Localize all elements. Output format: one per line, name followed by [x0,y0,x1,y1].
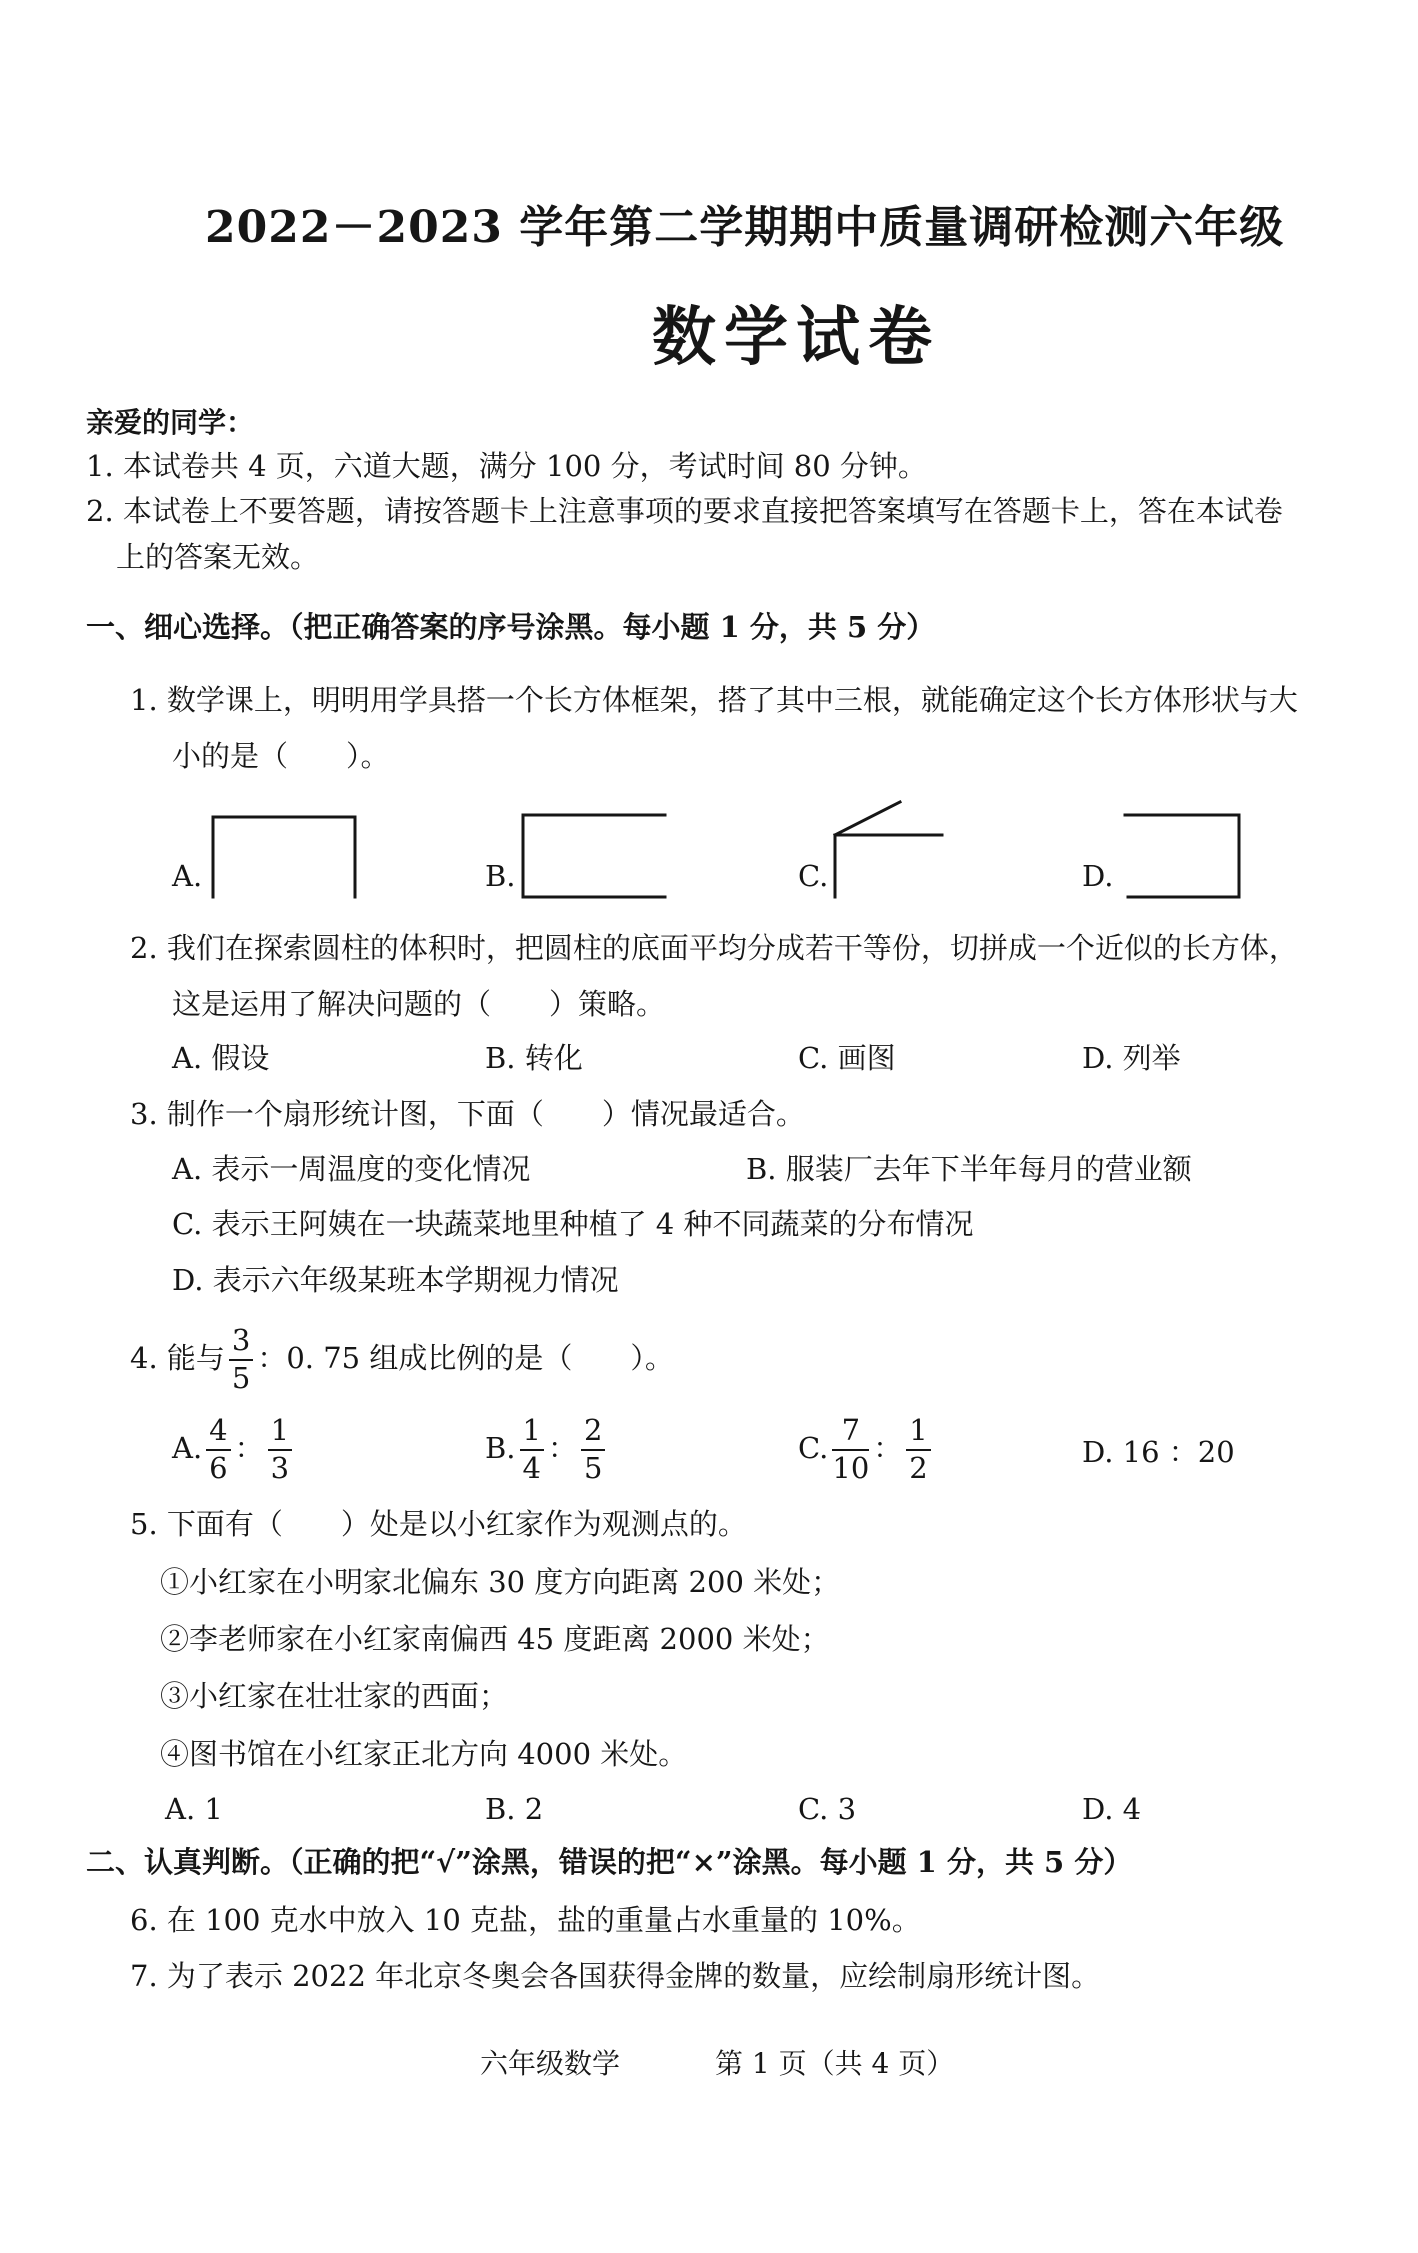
q2-option-a: A. 假设 [172,1041,270,1075]
q3-option-a: A. 表示一周温度的变化情况 [172,1152,531,1186]
q3-option-c: C. 表示王阿姨在一块蔬菜地里种植了 4 种不同蔬菜的分布情况 [172,1207,974,1241]
q4-a-fraction-1 [206,1415,230,1485]
q1-line-2: 小的是（ ）。 [172,739,390,773]
q2-option-b: B. 转化 [485,1041,583,1075]
q4-a-denominator-1: 6 [209,1450,228,1485]
q4-b-denominator-1: 4 [522,1450,541,1485]
q4-b-numerator-2: 2 [581,1415,605,1451]
q4-option-b-label: B. [485,1430,516,1465]
q4-b-numerator-1: 1 [520,1415,544,1451]
q4-c-fraction-2 [906,1415,930,1485]
q5-option-d: D. 4 [1082,1792,1142,1826]
q4-stem-denominator: 5 [231,1360,251,1395]
q4-c-denominator-1: 10 [832,1450,870,1485]
q2-line-1: 2. 我们在探索圆柱的体积时，把圆柱的底面平均分成若干等份，切拼成一个近似的长方体， [130,931,1298,965]
q1-option-b-figure [520,810,670,902]
q4-c-colon: ： [873,1430,903,1465]
q5-line-1: 5. 下面有（ ）处是以小红家作为观测点的。 [130,1507,747,1541]
q4-c-numerator-1: 7 [832,1415,869,1451]
q1-option-d-figure [1122,810,1247,902]
q5-statement-3: ③小红家在壮壮家的西面； [160,1679,509,1713]
q7: 7. 为了表示 2022 年北京冬奥会各国获得金牌的数量，应绘制扇形统计图。 [130,1959,1101,1993]
q4-suffix: ：0. 75 组成比例的是（ ）。 [257,1340,674,1375]
q4-option-c-label: C. [798,1430,829,1465]
q5-option-c: C. 3 [798,1792,857,1826]
q1-option-a-label: A. [172,859,203,893]
section-2-heading: 二、认真判断。（正确的把“√”涂黑，错误的把“×”涂黑。每小题 1 分，共 5 分） [86,1845,1133,1879]
q4-option-a-label: A. [172,1430,203,1465]
q5-statement-4: ④图书馆在小红家正北方向 4000 米处。 [160,1737,688,1771]
q4-option-b [485,1415,609,1485]
q2-line-2: 这是运用了解决问题的（ ）策略。 [172,987,666,1021]
notice-line-2a: 2. 本试卷上不要答题，请按答题卡上注意事项的要求直接把答案填写在答题卡上，答在本试卷 [86,494,1283,528]
q1-option-b-label: B. [485,859,516,893]
q3-option-d: D. 表示六年级某班本学期视力情况 [172,1263,619,1297]
q4-stem-numerator: 3 [229,1325,253,1361]
q4-a-denominator-2: 3 [270,1450,290,1485]
q4-a-colon: ： [234,1430,264,1465]
q4-c-numerator-2: 1 [906,1415,930,1451]
q4-b-colon: ： [547,1430,577,1465]
q4-option-d: D. 16 ：20 [1082,1435,1235,1469]
q4-option-c [798,1415,935,1485]
notice-greeting: 亲爱的同学： [86,406,255,439]
q4-stem-fraction [229,1325,253,1395]
exam-title: 2022－2023 学年第二学期期中质量调研检测六年级 [205,202,1285,253]
q4-a-numerator-2: 1 [268,1415,292,1451]
q5-option-a: A. 1 [165,1792,223,1826]
q3-option-b: B. 服装厂去年下半年每月的营业额 [746,1152,1192,1186]
exam-subtitle: 数学试卷 [652,300,940,375]
q1-option-d-label: D. [1082,859,1114,893]
q1-option-c-figure [832,797,982,902]
notice-line-2b: 上的答案无效。 [116,540,320,574]
q2-option-d: D. 列举 [1082,1041,1181,1075]
q4-c-fraction-1 [832,1415,869,1485]
footer-subject: 六年级数学 [480,2047,621,2080]
q4-prefix: 4. 能与 [130,1340,225,1375]
q5-option-b: B. 2 [485,1792,544,1826]
q5-statement-2: ②李老师家在小红家南偏西 45 度距离 2000 米处； [160,1622,830,1656]
q4-c-denominator-2: 2 [909,1450,928,1485]
q1-line-1: 1. 数学课上，明明用学具搭一个长方体框架，搭了其中三根，就能确定这个长方体形状与大 [130,683,1298,717]
section-1-heading: 一、细心选择。（把正确答案的序号涂黑。每小题 1 分，共 5 分） [86,610,936,644]
q4-a-numerator-1: 4 [206,1415,230,1451]
q6: 6. 在 100 克水中放入 10 克盐，盐的重量占水重量的 10%。 [130,1903,921,1937]
notice-line-1: 1. 本试卷共 4 页，六道大题，满分 100 分，考试时间 80 分钟。 [86,449,927,483]
q4-b-fraction-1 [520,1415,544,1485]
q3-line-1: 3. 制作一个扇形统计图，下面（ ）情况最适合。 [130,1097,805,1131]
q4-option-a [172,1415,296,1485]
footer-page-number: 第 1 页（共 4 页） [715,2047,955,2080]
q4-b-fraction-2 [581,1415,605,1485]
q1-option-c-label: C. [798,859,829,893]
q5-statement-1: ①小红家在小明家北偏东 30 度方向距离 200 米处； [160,1565,841,1599]
q2-option-c: C. 画图 [798,1041,896,1075]
q4-stem [130,1325,674,1395]
q4-b-denominator-2: 5 [584,1450,603,1485]
q1-option-a-figure [210,812,360,902]
q4-a-fraction-2 [268,1415,292,1485]
